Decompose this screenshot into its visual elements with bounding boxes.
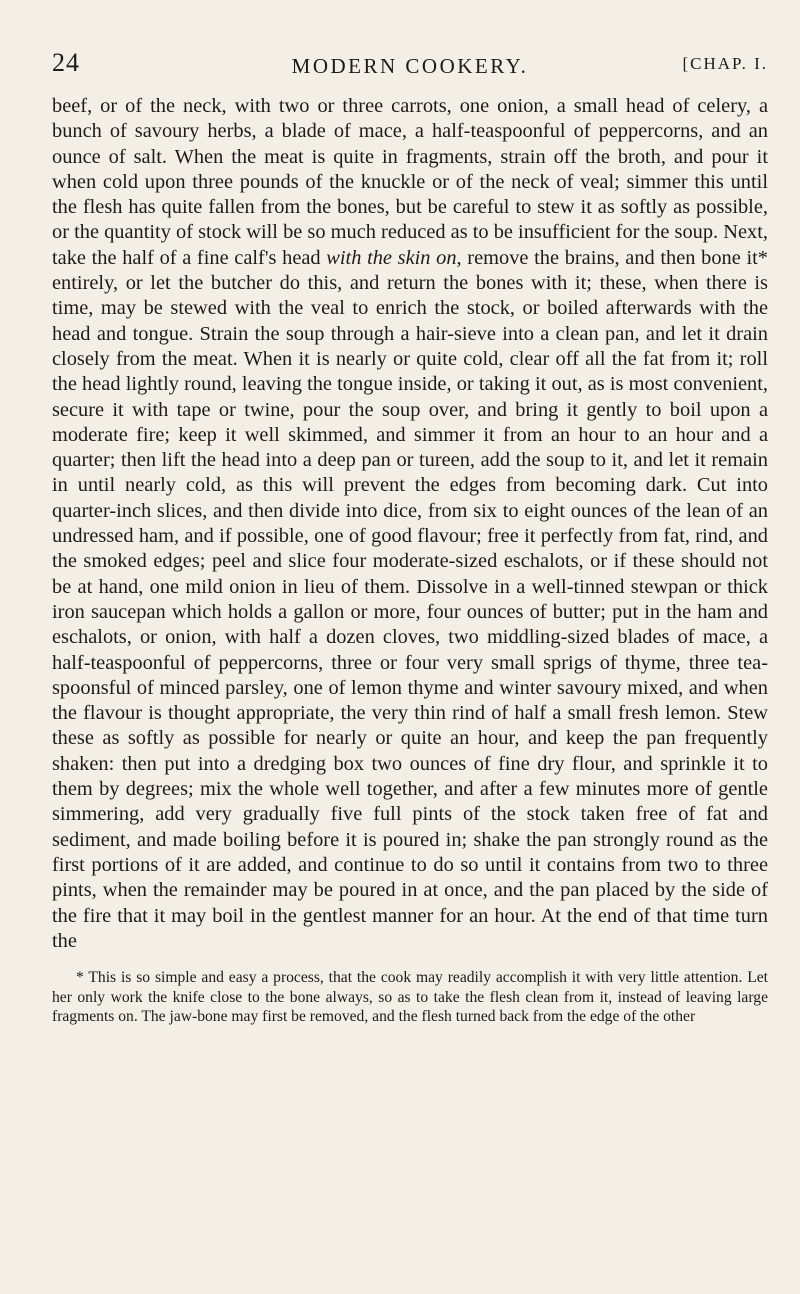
chapter-reference: [CHAP. I. <box>682 54 768 73</box>
body-paragraph <box>52 94 768 954</box>
running-title: MODERN COOKERY. <box>291 54 529 78</box>
body-text-part-2: , remove the brains, and then bone it* entirely, or let the butcher do this, and return the bones with it; these, when there is time, may be stewed with the veal to enrich the stock, or boiled afterwards with the head and tongue. Strain the soup through a hair-sieve into a clean pan, and let it drain closely from the meat. When it is nearly or quite cold, clear off all the fat from it; roll the head lightly round, leaving the tongue inside, or taking it out, as is most convenient, secure it with tape or twine, pour the soup over, and bring it gently to boil upon a moderate fire; keep it well skimmed, and simmer it from an hour to an hour and a quarter; then lift the head into a deep pan or tureen, add the soup to it, and let it remain in until nearly cold, as this will prevent the edges from becoming dark. Cut into quarter-inch slices, and then divide into dice, from six to eight ounces of the lean of an undressed ham, and if possible, one of good flavour; free it perfectly from fat, rind, and the smoked edges; peel and slice four moderate-sized eschalots, or if these should not be at hand, one mild onion in lieu of them. Dissolve in a well-tinned stewpan or thick iron saucepan which holds a gallon or more, four ounces of butter; put in the ham and eschalots, or onion, with half a dozen cloves, two middling-sized blades of mace, a half-teaspoonful of peppercorns, three or four very small sprigs of thyme, three tea-spoonsful of minced parsley, one of lemon thyme and winter savoury mixed, and when the flavour is thought appropriate, the very thin rind of half a small fresh lemon. Stew these as softly as possible for nearly or quite an hour, and keep the pan frequently shaken: then put into a dredging box two ounces of fine dry flour, and sprinkle it to them by degrees; mix the whole well together, and after a few minutes more of gentle simmering, add very gradually five full pints of the stock taken free of fat and sediment, and made boiling before it is poured in; shake the pan strongly round as the first portions of it are added, and continue to do so until it contains from two to three pints, when the remainder may be poured in at once, and the pan placed by the side of the fire that it may boil in the gentlest manner for an hour. At the end of that time turn the <box>52 246 768 952</box>
page-number: 24 <box>52 48 80 77</box>
body-text-italic: with the skin on <box>326 246 457 269</box>
book-page <box>52 48 768 1042</box>
body-text-part-1: beef, or of the neck, with two or three carrots, one onion, a small head of celery, a bunch of savoury herbs, a blade of mace, a half-teaspoonful of peppercorns, and an ounce of salt. When the meat is quite in fragments, strain off the broth, and pour it when cold upon three pounds of the knuckle or of the neck of veal; simmer this until the flesh has quite fallen from the bones, but be careful to stew it as softly as possible, or the quantity of stock will be so much reduced as to be insufficient for the soup. Next, take the half of a fine calf's head <box>52 95 768 269</box>
footnote: * This is so simple and easy a process, that the cook may readily accomplish it with very little attention. Let her only work the knife close to the bone always, so as to take the flesh clean from it, instead of leaving large fragments on. The jaw-bone may first be removed, and the flesh turned back from the edge of the other <box>52 969 768 1026</box>
page-header <box>52 48 768 94</box>
